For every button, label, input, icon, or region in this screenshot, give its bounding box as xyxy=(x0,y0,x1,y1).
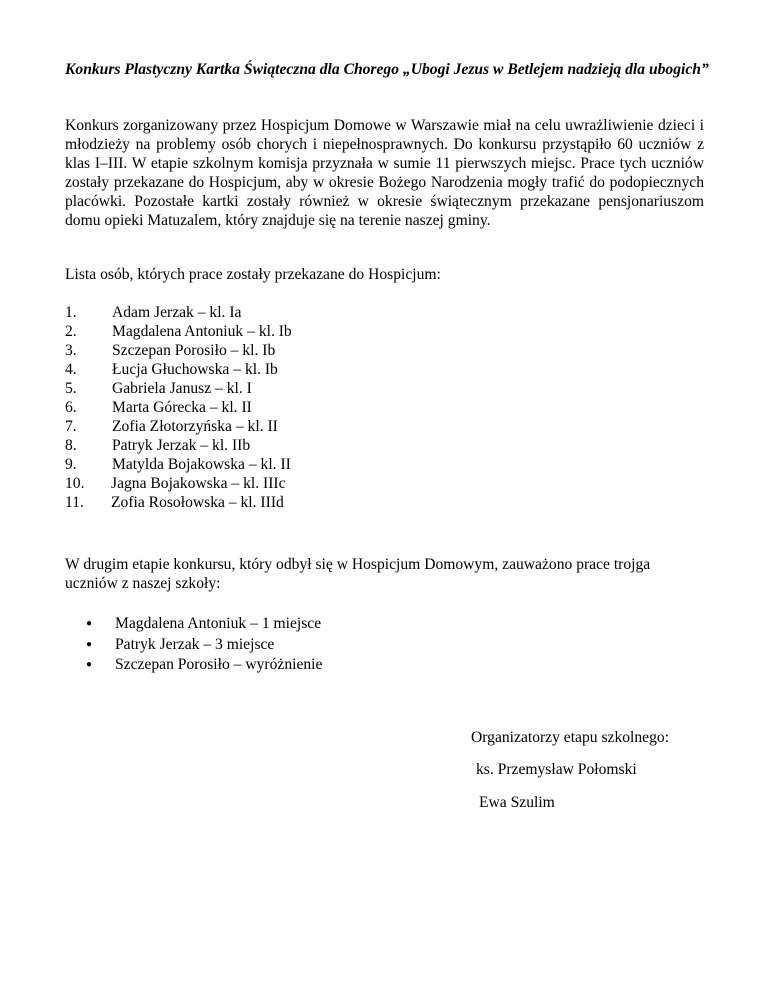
list-item xyxy=(65,379,292,398)
bullet-icon: ● xyxy=(86,618,93,629)
list-number: 6. xyxy=(65,399,77,416)
list-item-text: Adam Jerzak – kl. Ia xyxy=(112,304,242,321)
winner-text: Szczepan Porosiło – wyróżnienie xyxy=(115,656,323,673)
list-item-text: Gabriela Janusz – kl. I xyxy=(112,380,252,397)
list-number: 9. xyxy=(65,456,77,473)
list-item xyxy=(65,417,292,436)
list-item-text: Zofia Złotorzyńska – kl. II xyxy=(112,418,278,435)
organizer-name: ks. Przemysław Połomski xyxy=(476,761,637,778)
list-number: 3. xyxy=(65,342,77,359)
list-item xyxy=(65,322,292,341)
bullet-icon: ● xyxy=(86,659,93,670)
list-item-text: Patryk Jerzak – kl. IIb xyxy=(112,437,251,454)
list-item xyxy=(65,455,292,474)
list-number: 7. xyxy=(65,418,77,435)
list-item-text: Marta Górecka – kl. II xyxy=(112,399,252,416)
stage2-paragraph: W drugim etapie konkursu, który odbył się w Hospicjum Domowym, zauważono prace trojga uczniów z naszej szkoły: xyxy=(65,556,651,592)
list-item xyxy=(86,614,322,635)
winner-text: Patryk Jerzak – 3 miejsce xyxy=(115,635,275,653)
list-item xyxy=(65,474,292,493)
list-item xyxy=(65,303,292,322)
list-item-text: Szczepan Porosiło – kl. Ib xyxy=(112,342,276,359)
organizers-heading: Organizatorzy etapu szkolnego: xyxy=(471,729,670,746)
list-item xyxy=(65,493,292,512)
intro-paragraph: Konkurs zorganizowany przez Hospicjum Domowe w Warszawie miał na celu uwrażliwienie dzieci i młodzieży na problemy osób chorych i niepełnosprawnych. Do konkursu przystąpiło 60 uczniów z klas I–III. W etapie szkolnym komisja przyznała w sumie 11 pierwszych miejsc. Prace tych uczniów zostały przekazane do Hospicjum, aby w okresie Bożego Narodzenia mogły trafić do podopiecznych placówki. Pozostałe kartki zostały również w okresie świątecznym przekazane pensjonariuszom domu opieki Matuzalem, który znajduje się na terenie naszej gminy. xyxy=(65,117,704,229)
list-item-text: Matylda Bojakowska – kl. II xyxy=(112,456,291,473)
document-title: Konkurs Plastyczny Kartka Świąteczna dla Chorego „Ubogi Jezus w Betlejem nadzieją dla ubogich” xyxy=(65,61,709,78)
list-item xyxy=(65,436,292,455)
list-item-text: Magdalena Antoniuk – kl. Ib xyxy=(112,323,292,340)
winner-text: Magdalena Antoniuk – 1 miejsce xyxy=(115,615,322,632)
list-item-text: Jagna Bojakowska – kl. IIIc xyxy=(111,475,286,492)
list-number: 10. xyxy=(65,475,85,492)
list-item xyxy=(65,360,292,379)
participants-list xyxy=(65,303,292,512)
list-item xyxy=(65,398,292,417)
organizer-name: Ewa Szulim xyxy=(479,794,555,811)
list-number: 11. xyxy=(65,494,84,511)
list-item xyxy=(86,635,322,656)
participants-heading: Lista osób, których prace zostały przekazane do Hospicjum: xyxy=(65,266,441,283)
list-item xyxy=(86,655,322,676)
winners-list xyxy=(86,614,322,676)
list-number: 2. xyxy=(65,323,77,340)
list-item-text: Zofia Rosołowska – kl. IIId xyxy=(111,494,284,511)
list-item-text: Łucja Głuchowska – kl. Ib xyxy=(112,361,278,378)
list-number: 1. xyxy=(65,304,77,321)
list-number: 8. xyxy=(65,437,77,454)
bullet-icon: ● xyxy=(86,638,93,650)
list-number: 5. xyxy=(65,380,77,397)
list-number: 4. xyxy=(65,361,77,378)
list-item xyxy=(65,341,292,360)
